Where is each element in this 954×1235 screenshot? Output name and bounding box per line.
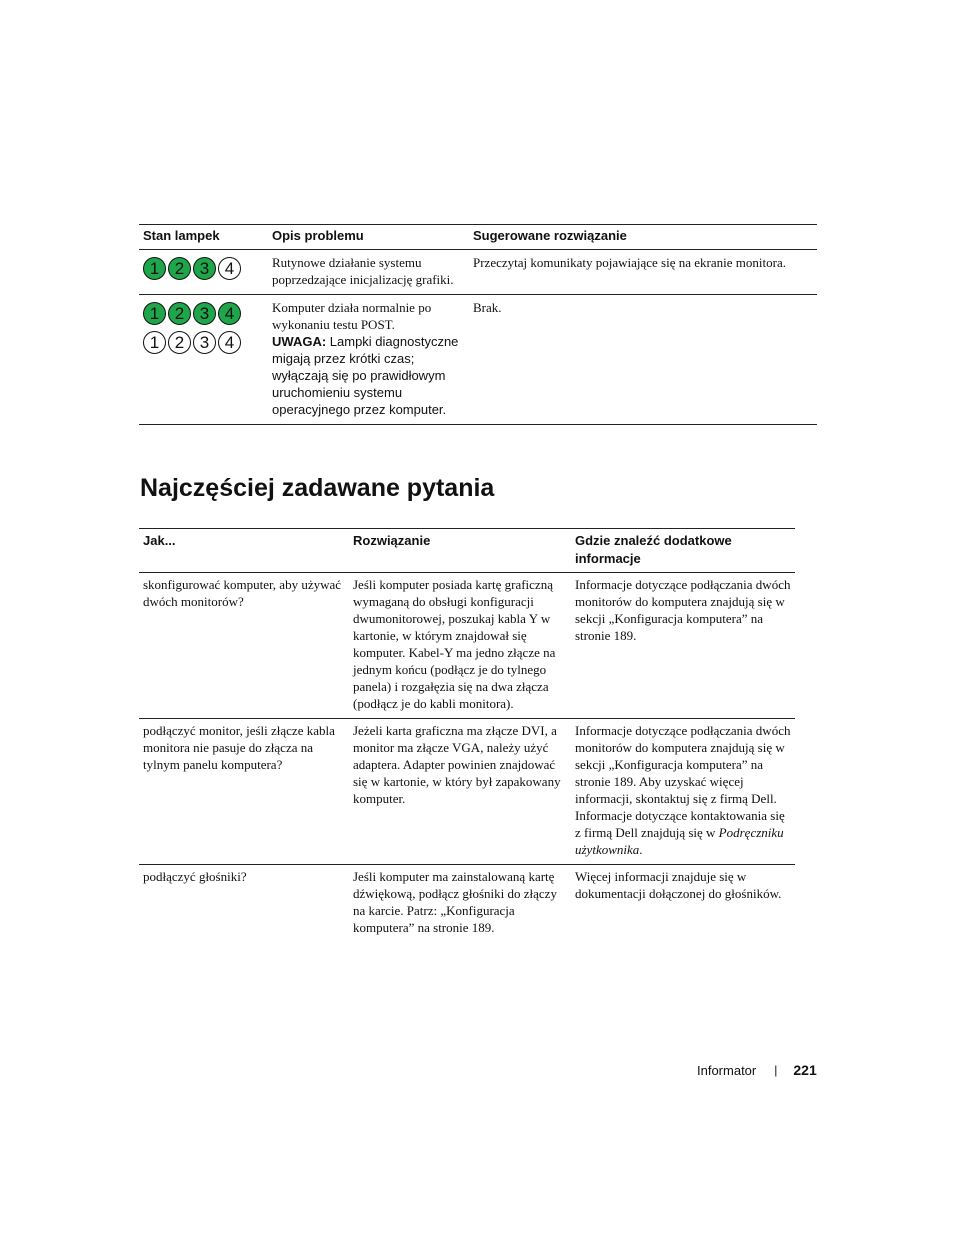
diagnostic-light-icon: 1: [143, 257, 166, 280]
diagnostic-light-icon: 4: [218, 302, 241, 325]
faq-more-info: [571, 573, 795, 719]
lights-table-row: [139, 250, 817, 295]
faq-more-info: [571, 865, 795, 943]
lights-table-header-row: [139, 225, 817, 250]
diagnostic-lights-group: [143, 257, 264, 280]
note-block: [272, 333, 465, 418]
faq-row: [139, 573, 795, 719]
problem-description-text: Komputer działa normalnie po wykonaniu testu POST.: [272, 300, 432, 332]
lights-table-row: [139, 295, 817, 425]
header-how-to: Jak...: [139, 529, 349, 573]
section-title: Najczęściej zadawane pytania: [140, 474, 495, 502]
faq-more-info: [571, 719, 795, 865]
diagnostic-light-icon: 2: [168, 331, 191, 354]
faq-question: podłączyć głośniki?: [143, 869, 247, 884]
diagnostic-light-icon: 2: [168, 257, 191, 280]
faq-question: podłączyć monitor, jeśli złącze kabla monitora nie pasuje do złącza na tylnym panelu komputera?: [143, 723, 335, 772]
diagnostic-light-icon: 4: [218, 331, 241, 354]
page-number: 221: [793, 1062, 817, 1078]
header-light-state: Stan lampek: [139, 225, 268, 250]
suggested-solution-cell: Przeczytaj komunikaty pojawiające się na ekranie monitora.: [473, 255, 786, 270]
faq-solution: Jeśli komputer ma zainstalowaną kartę dźwiękową, podłącz głośniki do złączy na karcie. Patrz: „Konfiguracja komputera” na stronie 189.: [353, 869, 557, 935]
footer-section-label: Informator: [697, 1062, 757, 1078]
faq-solution: Jeśli komputer posiada kartę graficzną wymaganą do obsługi konfiguracji dwumonitorowej, poszukaj kabla Y w kartonie, w którym znajdował się komputer. Kabel-Y ma jedno złącze na jednym końcu (podłącz je do tylnego panela) i rozgałęzia się na dwa złącza (podłącz je do kabli monitora).: [353, 577, 556, 711]
diagnostic-light-icon: 1: [143, 302, 166, 325]
light-state-cell: [139, 250, 268, 295]
diagnostic-light-icon: 3: [193, 302, 216, 325]
light-state-cell: [139, 295, 268, 425]
faq-table: [139, 528, 795, 942]
faq-solution: Jeżeli karta graficzna ma złącze DVI, a monitor ma złącze VGA, należy użyć adaptera. Adapter powinien znajdować się w kartonie, w który był zapakowany komputer.: [353, 723, 561, 806]
header-problem-description: Opis problemu: [268, 225, 469, 250]
faq-more-info-text: Więcej informacji znajduje się w dokumentacji dołączonej do głośników.: [575, 869, 782, 901]
footer-separator: |: [774, 1063, 778, 1077]
faq-more-info-end: .: [639, 842, 643, 857]
faq-more-info-text: Informacje dotyczące podłączania dwóch monitorów do komputera znajdują się w sekcji „Konfiguracja komputera” na stronie 189. Aby uzyskać więcej informacji, skontaktuj się z firmą Dell. Informacje dotyczące kontaktowania się z firmą Dell znajdują się w: [575, 723, 791, 840]
problem-description-cell: [268, 295, 469, 425]
diagnostic-lights-table: [139, 224, 817, 425]
diagnostic-light-icon: 2: [168, 302, 191, 325]
diagnostic-lights-group: [143, 331, 264, 354]
diagnostic-lights-group: [143, 302, 264, 325]
user-guide-reference: Podręczniku użytkownika: [575, 825, 784, 857]
note-text: Lampki diagnostyczne migają przez krótki czas; wyłączają się po prawidłowym uruchomieniu systemu operacyjnego przez komputer.: [272, 334, 459, 417]
note-label: UWAGA:: [272, 334, 327, 349]
faq-question: skonfigurować komputer, aby używać dwóch monitorów?: [143, 577, 342, 609]
faq-row: [139, 865, 795, 943]
header-more-info: Gdzie znaleźć dodatkowe informacje: [571, 529, 795, 573]
diagnostic-light-icon: 3: [193, 257, 216, 280]
faq-more-info-text: Informacje dotyczące podłączania dwóch monitorów do komputera znajdują się w sekcji „Konfiguracja komputera” na stronie 189.: [575, 577, 791, 643]
faq-table-header-row: [139, 529, 795, 573]
diagnostic-light-icon: 1: [143, 331, 166, 354]
faq-row: [139, 719, 795, 865]
problem-description-cell: Rutynowe działanie systemu poprzedzające inicjalizację grafiki.: [272, 255, 454, 287]
header-solution: Rozwiązanie: [349, 529, 571, 573]
header-suggested-solution: Sugerowane rozwiązanie: [469, 225, 817, 250]
page-footer: [697, 1062, 817, 1078]
diagnostic-light-icon: 4: [218, 257, 241, 280]
diagnostic-light-icon: 3: [193, 331, 216, 354]
suggested-solution-cell: Brak.: [473, 300, 502, 315]
